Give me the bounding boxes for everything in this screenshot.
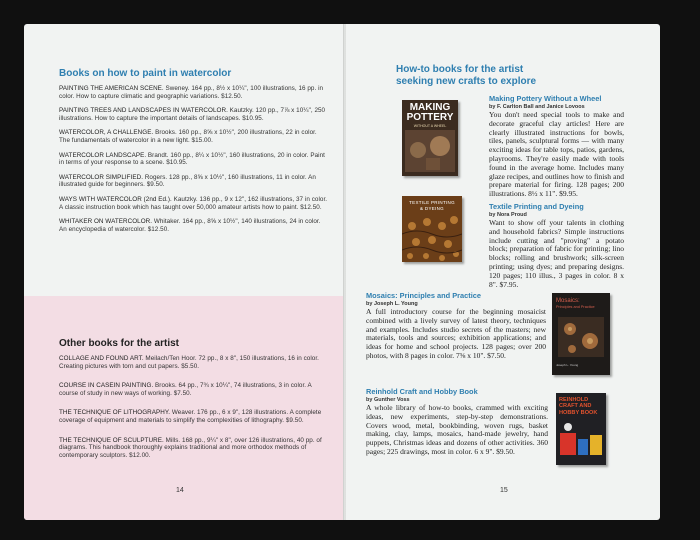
- book-title: Textile Printing and Dyeing: [489, 202, 584, 211]
- reinhold-cover-line2: CRAFT AND: [559, 403, 592, 410]
- book-title: COLLAGE AND FOUND ART.: [59, 355, 144, 362]
- watercolor-book-entry: [59, 85, 329, 100]
- book-title: WAYS WITH WATERCOLOR (2nd Ed.).: [59, 195, 172, 203]
- book-details: Kautzky. 136 pp., 9 x 12", 162 illustrations, 37 in color. A classic instruction book which has taught over 50,000 amateur artists how to paint. $12.50.: [59, 195, 328, 211]
- watercolor-book-entry: [59, 218, 329, 233]
- other-books-heading: Other books for the artist: [59, 338, 180, 349]
- reinhold-cover-title: [559, 397, 605, 416]
- other-book-entry: [59, 409, 329, 424]
- book-title: PAINTING TREES AND LANDSCAPES IN WATERCOLOR.: [59, 107, 228, 115]
- pottery-book-cover: [402, 100, 458, 176]
- book-author: by Joseph L. Young: [366, 301, 418, 307]
- other-book-entry: [59, 437, 329, 460]
- book-details: Kautzky. 120 pp., 7⅞ x 10¼", 250 illustrations. How to capture the important details of landscapes. $10.95.: [59, 107, 326, 122]
- watercolor-book-entry: [59, 174, 329, 189]
- book-details: Mills. 168 pp., 9¼" x 8", over 126 illustrations, 40 pp. of diagrams. This handbook thoroughly explains traditional and more orthodox methods of contemporary sculptors. $12.00.: [59, 436, 322, 459]
- book-author: by F. Carlton Ball and Janice Lovoos: [489, 104, 585, 110]
- textile-cover-line1: TEXTILE PRINTING: [409, 200, 455, 205]
- mosaics-book-cover: [552, 293, 610, 375]
- mosaics-cover-line1: Mosaics:: [556, 298, 580, 304]
- reinhold-cover-line3: HOBBY BOOK: [559, 409, 598, 416]
- book-title: WATERCOLOR SIMPLIFIED.: [59, 173, 144, 181]
- textile-book-cover: [402, 196, 462, 262]
- page-number: 15: [500, 487, 508, 494]
- right-page: [346, 24, 660, 520]
- book-details: Brooks. 64 pp., 7¾ x 10¼", 74 illustrations, 3 in color. A course of study in new ways of working. $7.50.: [59, 382, 312, 397]
- crafts-heading: [396, 64, 636, 88]
- book-description: A whole library of how-to books, crammed with exciting ideas, new experiments, step-by-step demonstrations. Covers wood, metal, bookbinding, woven rugs, basket making, clay, lamps, mosaics, hand-made jewelry, hand puppets, Christmas ideas and dozens of other activities. 360 pages; 225 drawings, most in color. 6 x 9". $9.50.: [366, 403, 548, 456]
- book-details: Whitaker. 164 pp., 8⅝ x 10½", 140 illustrations, 24 in color. An encyclopedia of watercolor. $12.50.: [59, 218, 321, 233]
- book-details: Rogers. 128 pp., 8⅝ x 10½", 160 illustrations, 11 in color. An illustrated guide for beginners. $9.50.: [59, 173, 316, 189]
- other-books-band: [24, 296, 344, 520]
- book-title: Reinhold Craft and Hobby Book: [366, 387, 478, 396]
- left-page: [24, 24, 344, 520]
- book-details: Brooks. 160 pp., 8⅝ x 10½", 200 illustrations, 22 in color. The fundamentals of watercolor in a new light. $15.00.: [59, 129, 317, 144]
- book-listing: [489, 202, 624, 289]
- watercolor-book-entry: [59, 107, 329, 122]
- other-books-section: [59, 338, 329, 466]
- book-listing: [366, 387, 548, 457]
- mosaics-cover-line2: Principles and Practice: [556, 305, 595, 309]
- watercolor-book-entry: [59, 129, 329, 144]
- page-number: 14: [176, 487, 184, 494]
- other-book-entry: [59, 355, 329, 370]
- book-description: Want to show off your talents in clothing and household fabrics? Simple instructions include cutting and "proving" a potato block; preparation of fabric for printing; lino blocks; rolling and brushwork; silk-screen printing; using dyes; and preparing designs. 120 pages; 110 illus., 3 pages in color. 8 x 8". $7.95.: [489, 218, 624, 289]
- book-description: You don't need special tools to make and decorate graceful clay articles! Here are clearly illustrated instructions for bowls, tiles, panels, sculptural forms — with many exciting ideas for table tops, patios, gardens, playrooms. They're easily made with tools found in the average home. Includes many glaze recipes, and outlines how to finish and prepare material for firing. 128 pages; 200 illustrations. 8½ x 11". $9.95.: [489, 110, 624, 199]
- textile-cover-title: [402, 200, 462, 211]
- book-title: Mosaics: Principles and Practice: [366, 291, 482, 300]
- reinhold-cover-line1: REINHOLD: [559, 397, 589, 403]
- other-book-entry: [59, 382, 329, 397]
- pottery-cover-line1: MAKING: [409, 102, 451, 113]
- watercolor-book-entry: [59, 196, 329, 211]
- pottery-cover-title: [402, 103, 458, 123]
- book-title: Making Pottery Without a Wheel: [489, 94, 602, 103]
- book-details: Meilach/Ten Hoor. 72 pp., 8 x 8", 150 illustrations, 16 in color. Creating pictures with torn and cut papers. $5.50.: [59, 355, 319, 370]
- book-title: WATERCOLOR, A CHALLENGE.: [59, 129, 154, 137]
- pottery-cover-line3: WITHOUT A WHEEL: [413, 124, 447, 128]
- book-title: WATERCOLOR LANDSCAPE.: [59, 151, 147, 159]
- pottery-cover-line2: POTTERY: [406, 112, 454, 123]
- book-author: by Nora Proud: [489, 212, 527, 218]
- book-title: THE TECHNIQUE OF LITHOGRAPHY.: [59, 409, 171, 417]
- watercolor-heading: Books on how to paint in watercolor: [59, 68, 232, 79]
- book-author: by Gunther Voss: [366, 397, 410, 403]
- watercolor-book-entry: [59, 152, 329, 167]
- crafts-heading-line1: How-to books for the artist: [396, 64, 524, 75]
- book-title: THE TECHNIQUE OF SCULPTURE.: [59, 436, 164, 444]
- book-listing: [489, 94, 624, 199]
- watercolor-section: [59, 68, 329, 240]
- mosaics-cover-author: Joseph L. Young: [556, 363, 579, 367]
- reinhold-book-cover: [556, 393, 606, 465]
- book-title: COURSE IN CASEIN PAINTING.: [59, 382, 154, 390]
- book-title: WHITAKER ON WATERCOLOR.: [59, 218, 153, 226]
- book-details: Brandt. 160 pp., 8¼ x 10½", 160 illustrations, 20 in color. Paint in terms of your response to a scene. $10.95.: [59, 151, 325, 167]
- crafts-heading-line2: seeking new crafts to explore: [396, 76, 537, 87]
- book-listing: [366, 291, 546, 361]
- book-description: A full introductory course for the beginning mosaicist combined with a lively survey of latest theory, techniques and examples. Includes studio secrets of the masters; new materials, tools and sources; exhibition applications; and ideas for home and school projects. 128 pages; over 200 photos, with 8 pages in color. 7⅝ x 10". $7.50.: [366, 307, 546, 360]
- textile-cover-line2: & DYEING: [420, 205, 444, 211]
- book-details: Weaver. 176 pp., 6 x 9", 128 illustrations. A complete coverage of equipment and materials to simplify the complexities of lithography. $9.50.: [59, 409, 322, 424]
- book-details: Sweney. 164 pp., 8½ x 10¼", 100 illustrations, 16 pp. in color. How to capture climatic and geographic variations. $12.50.: [59, 85, 324, 100]
- book-title: PAINTING THE AMERICAN SCENE.: [59, 85, 164, 92]
